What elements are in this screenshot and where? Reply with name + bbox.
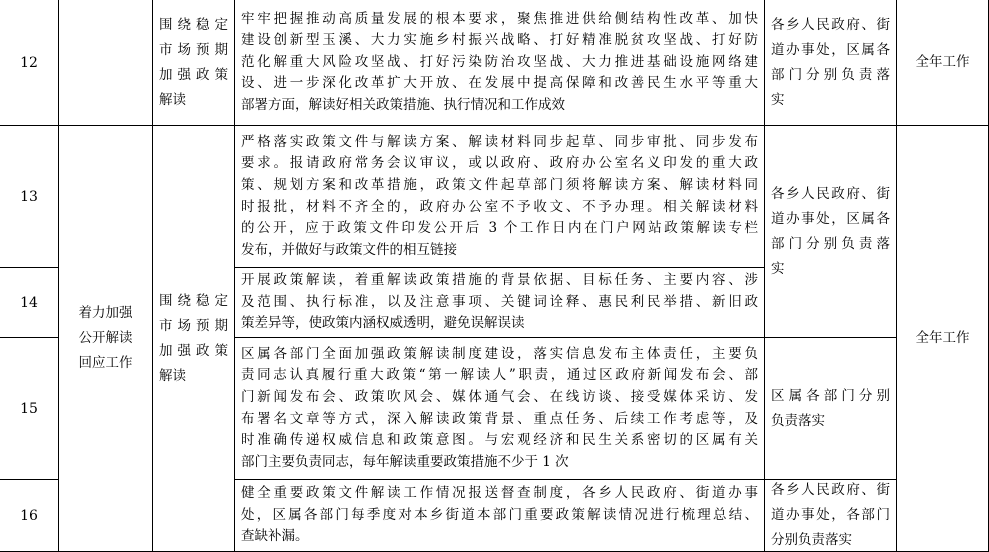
text-line: 范化解重大风险攻坚战、打好污染防治攻坚战、大力推进基础设施网络建	[241, 53, 758, 70]
text-line: 策差异等，使政策内涵权威透明，避免误解误读	[241, 315, 525, 332]
text-line: 分别负责落实	[771, 532, 852, 548]
text-line: 围绕稳定	[159, 16, 228, 33]
content-cell-12	[234, 0, 765, 126]
text-line: 责同志认真履行重大政策“第一解读人”职责，通过区政府新闻发布会、部	[241, 367, 758, 384]
content-cell-13	[234, 125, 765, 268]
topic-cell-12	[152, 0, 235, 126]
text-line: 处，区属各部门每季度对本乡街道本部门重要政策解读情况进行梳理总结、	[241, 506, 758, 523]
responsible-cell-13-14	[764, 125, 897, 338]
text-line: 发布，并做好与政策文件的相互链接	[241, 241, 457, 258]
text-line: 解读	[159, 367, 186, 384]
text-line: 部门分别负责落	[771, 235, 890, 252]
topic-cell-merged	[152, 125, 235, 552]
row-number: 14	[20, 294, 38, 311]
category-cell-empty	[58, 0, 153, 126]
text-line: 区属各部门全面加强政策解读制度建设，落实信息发布主体责任，主要负	[241, 345, 758, 362]
text-line: 牢牢把握推动高质量发展的根本要求，聚焦推进供给侧结构性改革、加快	[241, 10, 758, 27]
text-line: 部门主要负责同志，每年解读重要政策措施不少于 1 次	[241, 453, 569, 470]
text-line: 门新闻发布会、政策吹风会、媒体通气会、在线访谈、接受媒体采访、发	[241, 388, 758, 405]
text-line: 要求。报请政府常务会议审议，或以政府、政府办公室名义印发的重大政	[241, 155, 758, 172]
text-line: 加强政策	[159, 66, 228, 83]
text-line: 实	[771, 260, 785, 277]
text-line: 查缺补漏。	[241, 528, 309, 545]
text-line: 区属各部门分别	[771, 387, 890, 404]
text-line: 部署方面，解读好相关政策措施、执行情况和工作成效	[241, 96, 565, 113]
text-line: 道办事处，区属各	[771, 210, 890, 227]
category-cell-merged	[58, 125, 153, 552]
timeline-cell-12	[896, 0, 989, 126]
text-line: 时准确传递权威信息和政策意图。与宏观经济和民生关系密切的区属有关	[241, 432, 758, 449]
text-line: 道办事处，区属各	[771, 41, 890, 58]
text-line: 加强政策	[159, 342, 228, 359]
text-line: 开展政策解读，着重解读政策措施的背景依据、目标任务、主要内容、涉	[241, 272, 758, 289]
content-cell-14	[234, 267, 765, 338]
text-line: 各乡人民政府、街	[771, 482, 890, 498]
text-line: 负责落实	[771, 412, 825, 429]
text-line: 的公开，应于政策文件印发公开后 3 个工作日内在门户网站政策解读专栏	[241, 220, 758, 237]
row-number-15	[0, 337, 59, 480]
text-line: 时报批，材料不齐全的，政府办公室不予收文、不予办理。相关解读材料	[241, 198, 758, 215]
row-number-13	[0, 125, 59, 268]
content-cell-15	[234, 337, 765, 480]
row-number: 13	[20, 188, 38, 205]
text-line: 设、进一步深化改革扩大开放、在发展中提高保障和改善民生水平等重大	[241, 75, 758, 92]
timeline-text: 全年工作	[915, 330, 970, 346]
text-line: 围绕稳定	[159, 292, 228, 309]
responsible-cell-12	[764, 0, 897, 126]
responsible-cell-16	[764, 479, 897, 552]
text-line: 市场预期	[159, 317, 228, 334]
text-line: 部门分别负责落	[771, 66, 890, 83]
timeline-cell-merged	[896, 125, 989, 552]
timeline-text: 全年工作	[915, 54, 970, 70]
row-number: 16	[20, 507, 38, 524]
text-line: 建设创新型玉溪、大力实施乡村振兴战略、打好精准脱贫攻坚战、打好防	[241, 32, 758, 49]
text-line: 公开解读	[78, 330, 133, 346]
text-line: 各乡人民政府、街	[771, 185, 890, 202]
responsible-cell-15	[764, 337, 897, 480]
content-cell-16	[234, 479, 765, 552]
text-line: 策、规划方案和改革措施，政策文件起草部门须将解读方案、解读材料同	[241, 176, 758, 193]
text-line: 布署名文章等方式，深入解读政策背景、重点任务、后续工作考虑等，及	[241, 410, 758, 427]
text-line: 市场预期	[159, 41, 228, 58]
text-line: 各乡人民政府、街	[771, 16, 890, 33]
text-line: 解读	[159, 91, 186, 108]
row-number-16	[0, 479, 59, 552]
text-line: 严格落实政策文件与解读方案、解读材料同步起草、同步审批、同步发布	[241, 133, 758, 150]
text-line: 道办事处，各部门	[771, 507, 890, 523]
text-line: 着力加强	[78, 305, 133, 321]
row-number: 15	[20, 400, 38, 417]
row-number: 12	[20, 54, 38, 71]
text-line: 健全重要政策文件解读工作情况报送督查制度，各乡人民政府、街道办事	[241, 485, 758, 502]
text-line: 实	[771, 91, 785, 108]
text-line: 回应工作	[78, 355, 133, 371]
row-number-12	[0, 0, 59, 126]
text-line: 及范围、执行标准，以及注意事项、关键词诠释、惠民利民举措、新旧政	[241, 293, 758, 310]
row-number-14	[0, 267, 59, 338]
